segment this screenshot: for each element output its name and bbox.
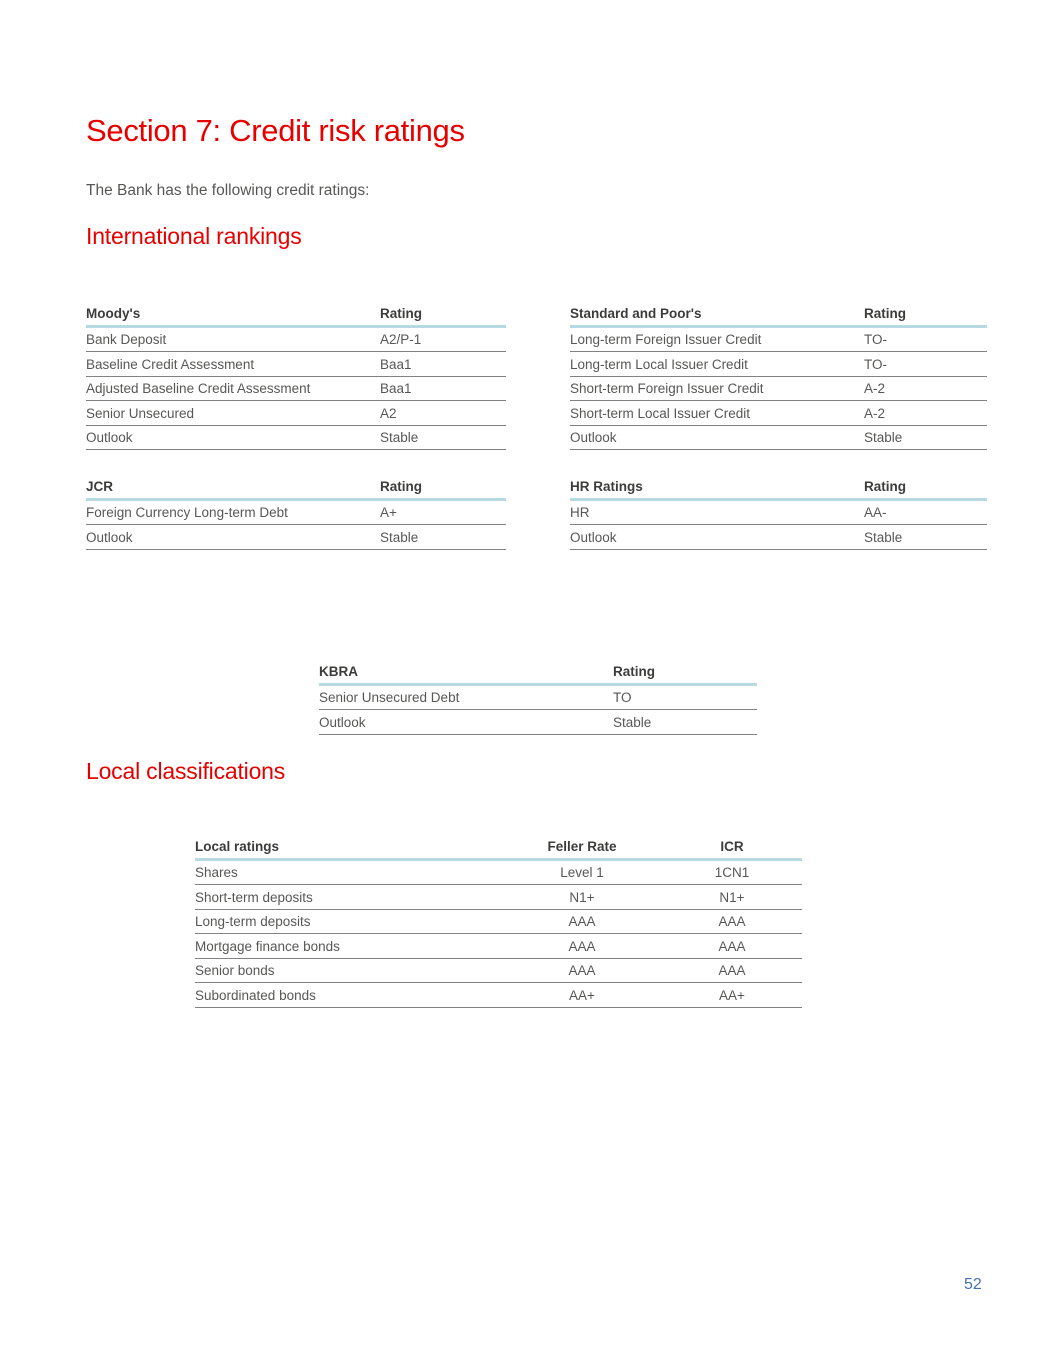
ratings-table-standard-and-poors	[570, 303, 987, 450]
intro-text: The Bank has the following credit ratings:	[86, 182, 370, 199]
row-value: TO-	[864, 332, 887, 347]
row-value: Baa1	[380, 356, 412, 372]
row-label: Short-term deposits	[195, 889, 313, 905]
table-row	[319, 686, 757, 711]
table-row	[195, 959, 802, 984]
row-label: Long-term deposits	[195, 914, 311, 929]
row-label: Outlook	[570, 430, 617, 445]
row-label: Senior Unsecured	[86, 405, 195, 421]
row-value: AAA	[568, 963, 596, 978]
column-header: Moody's	[86, 305, 141, 321]
row-label: Baseline Credit Assessment	[86, 356, 255, 372]
table-header-row	[570, 476, 987, 501]
row-value: AA+	[569, 987, 595, 1003]
section-heading-international-rankings: International rankings	[86, 223, 302, 249]
ratings-table-moodys	[86, 303, 506, 450]
row-label: Outlook	[86, 430, 133, 445]
ratings-table-hr-ratings	[570, 476, 987, 550]
row-value: AA+	[719, 987, 745, 1003]
table-row	[570, 377, 987, 402]
table-row	[570, 352, 987, 377]
column-header: KBRA	[319, 663, 358, 679]
column-header: Rating	[864, 305, 906, 321]
row-value: Stable	[380, 529, 419, 545]
table-row	[570, 525, 987, 550]
row-value: Stable	[864, 529, 903, 545]
ratings-table-jcr	[86, 476, 506, 550]
table-row	[86, 328, 506, 353]
section-heading-local-classifications: Local classifications	[86, 758, 286, 784]
row-value: TO-	[864, 356, 887, 372]
column-header: Feller Rate	[547, 838, 617, 854]
column-header: Rating	[864, 478, 906, 494]
column-header: ICR	[720, 838, 744, 854]
table-header-row	[86, 303, 506, 328]
table-row	[86, 426, 506, 451]
row-label: Outlook	[86, 529, 133, 545]
table-row	[570, 401, 987, 426]
table-row	[195, 983, 802, 1008]
row-label: Long-term Foreign Issuer Credit	[570, 332, 762, 347]
table-row	[195, 861, 802, 886]
table-header-row	[86, 476, 506, 501]
row-value: N1+	[569, 889, 595, 905]
table-header-row	[195, 836, 802, 861]
row-label: Foreign Currency Long-term Debt	[86, 505, 288, 520]
row-label: Long-term Local Issuer Credit	[570, 356, 748, 372]
row-value: AAA	[718, 938, 746, 954]
ratings-table-local-ratings	[195, 836, 802, 1008]
row-value: AAA	[568, 914, 596, 929]
page-title: Section 7: Credit risk ratings	[86, 113, 465, 148]
row-label: Adjusted Baseline Credit Assessment	[86, 381, 311, 396]
row-value: AAA	[718, 963, 746, 978]
table-row	[86, 501, 506, 526]
row-value: AA-	[864, 505, 887, 520]
row-label: Short-term Foreign Issuer Credit	[570, 381, 764, 396]
row-value: A2	[380, 405, 397, 421]
table-row	[195, 910, 802, 935]
row-value: A2/P-1	[380, 332, 422, 347]
table-row	[570, 426, 987, 451]
row-value: Baa1	[380, 381, 412, 396]
row-label: HR	[570, 505, 590, 520]
row-label: Short-term Local Issuer Credit	[570, 405, 751, 421]
row-label: Mortgage finance bonds	[195, 938, 340, 954]
table-row	[570, 328, 987, 353]
table-header-row	[570, 303, 987, 328]
row-value: AAA	[718, 914, 746, 929]
row-value: 1CN1	[714, 865, 750, 880]
column-header: JCR	[86, 478, 114, 494]
table-row	[195, 934, 802, 959]
row-value: A+	[380, 505, 397, 520]
column-header: Local ratings	[195, 838, 280, 854]
row-value: Level 1	[560, 865, 604, 880]
row-value: Stable	[613, 714, 652, 730]
row-value: N1+	[719, 889, 745, 905]
row-value: AAA	[568, 938, 596, 954]
column-header: Standard and Poor's	[570, 305, 702, 321]
row-label: Senior bonds	[195, 963, 275, 978]
table-row	[86, 352, 506, 377]
table-row	[86, 377, 506, 402]
table-row	[86, 401, 506, 426]
table-row	[570, 501, 987, 526]
row-label: Shares	[195, 865, 238, 880]
table-row	[319, 710, 757, 735]
row-label: Outlook	[319, 714, 366, 730]
table-header-row	[319, 661, 757, 686]
column-header: Rating	[613, 663, 655, 679]
table-row	[195, 885, 802, 910]
row-value: A-2	[864, 381, 886, 396]
row-label: Subordinated bonds	[195, 987, 316, 1003]
column-header: HR Ratings	[570, 478, 643, 494]
ratings-table-kbra	[319, 661, 757, 735]
row-label: Bank Deposit	[86, 332, 167, 347]
row-value: Stable	[864, 430, 903, 445]
row-value: A-2	[864, 405, 886, 421]
row-label: Senior Unsecured Debt	[319, 690, 460, 705]
column-header: Rating	[380, 478, 422, 494]
page-number: 52	[964, 1276, 982, 1293]
row-label: Outlook	[570, 529, 617, 545]
column-header: Rating	[380, 305, 422, 321]
row-value: Stable	[380, 430, 419, 445]
row-value: TO	[613, 690, 632, 705]
table-row	[86, 525, 506, 550]
